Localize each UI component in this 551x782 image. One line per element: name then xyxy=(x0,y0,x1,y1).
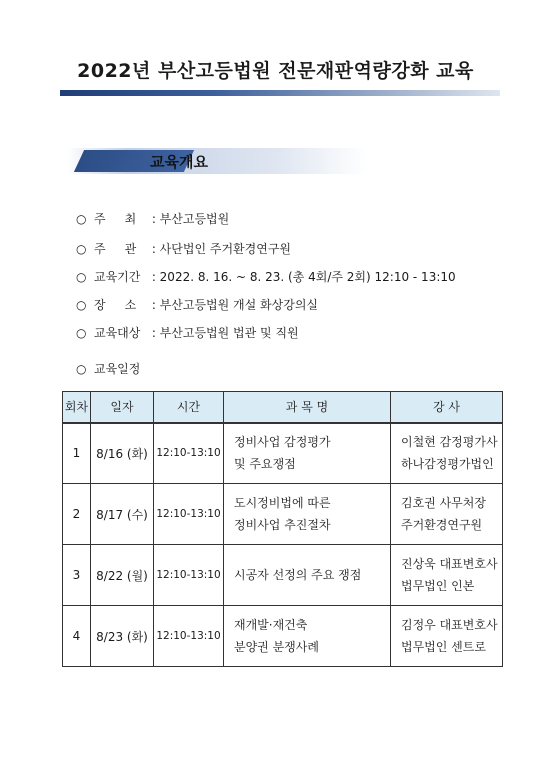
info-label: 주 관 xyxy=(94,242,137,256)
cell-session: 3 xyxy=(63,545,91,606)
info-period: ○ 교육기간 : 2022. 8. 16. ~ 8. 23. (총 4회/주 2회) 12:10 - 13:10 xyxy=(76,270,456,284)
instructor-affiliation: 법무법인 인본 xyxy=(401,579,475,593)
info-label: 교육기간 xyxy=(94,270,141,284)
cell-time: 12:10-13:10 xyxy=(154,423,224,484)
subject-line: 도시정비법에 따른 xyxy=(234,496,331,510)
schedule-label: 교육일정 xyxy=(94,362,141,376)
table-header-row xyxy=(63,392,503,423)
info-audience: ○ 교육대상 : 부산고등법원 법관 및 직원 xyxy=(76,326,299,340)
instructor-name: 이철현 감정평가사 xyxy=(401,435,498,450)
document-title: 2022년 부산고등법원 전문재판역량강화 교육 xyxy=(77,60,474,82)
cell-instructor xyxy=(391,484,503,545)
table-row xyxy=(63,545,503,606)
subject-line: 정비사업 감정평가 xyxy=(234,435,331,450)
cell-date: 8/23 (화) xyxy=(91,606,154,667)
schedule-heading xyxy=(76,360,140,377)
info-label: 주 최 xyxy=(94,212,137,226)
cell-time: 12:10-13:10 xyxy=(154,484,224,545)
section-header xyxy=(67,148,367,174)
instructor-name: 김호권 사무처장 xyxy=(401,496,486,510)
cell-subject xyxy=(224,545,391,606)
cell-instructor xyxy=(391,545,503,606)
cell-date: 8/16 (화) xyxy=(91,423,154,484)
info-host: ○ 주 최 : 부산고등법원 xyxy=(76,212,230,226)
cell-date: 8/22 (월) xyxy=(91,545,154,606)
table-row xyxy=(63,606,503,667)
bullet-icon: ○ xyxy=(76,326,87,340)
subject-line: 및 주요쟁점 xyxy=(234,457,296,472)
cell-date: 8/17 (수) xyxy=(91,484,154,545)
bullet-icon: ○ xyxy=(76,242,87,256)
header-instructor: 강 사 xyxy=(391,392,503,423)
bullet-icon: ○ xyxy=(76,270,87,284)
info-value: 2022. 8. 16. ~ 8. 23. (총 4회/주 2회) 12:10 - 13:10 xyxy=(159,270,456,284)
bullet-icon: ○ xyxy=(76,212,87,226)
cell-session: 1 xyxy=(63,423,91,484)
info-label: 교육대상 xyxy=(94,326,141,340)
subject-line: 시공자 선정의 주요 쟁점 xyxy=(234,568,362,582)
instructor-name: 진상욱 대표변호사 xyxy=(401,557,498,571)
title-underline xyxy=(60,90,500,96)
cell-subject xyxy=(224,423,391,484)
info-label: 장 소 xyxy=(94,298,137,312)
header-session: 회차 xyxy=(63,392,91,423)
subject-line: 재개발·재건축 xyxy=(234,618,308,632)
instructor-affiliation: 하나감정평가법인 xyxy=(401,457,494,472)
subject-line: 분양권 분쟁사례 xyxy=(234,640,319,654)
header-date: 일자 xyxy=(91,392,154,423)
cell-session: 4 xyxy=(63,606,91,667)
table-row xyxy=(63,423,503,484)
section-title: 교육개요 xyxy=(150,153,208,171)
table-row xyxy=(63,484,503,545)
info-value: 부산고등법원 xyxy=(159,212,230,226)
cell-time: 12:10-13:10 xyxy=(154,545,224,606)
cell-instructor xyxy=(391,606,503,667)
bullet-icon: ○ xyxy=(76,298,87,312)
subject-line: 정비사업 추진절차 xyxy=(234,518,331,532)
instructor-affiliation: 주거환경연구원 xyxy=(401,518,483,532)
info-value: 부산고등법원 개설 화상강의실 xyxy=(159,298,318,312)
cell-instructor xyxy=(391,423,503,484)
schedule-table xyxy=(62,391,503,667)
info-value: 부산고등법원 법관 및 직원 xyxy=(159,326,299,340)
info-organizer: ○ 주 관 : 사단법인 주거환경연구원 xyxy=(76,242,291,256)
info-venue: ○ 장 소 : 부산고등법원 개설 화상강의실 xyxy=(76,298,318,312)
header-time: 시간 xyxy=(154,392,224,423)
header-subject: 과 목 명 xyxy=(224,392,391,423)
cell-time: 12:10-13:10 xyxy=(154,606,224,667)
cell-subject xyxy=(224,484,391,545)
instructor-name: 김정우 대표변호사 xyxy=(401,618,498,632)
instructor-affiliation: 법무법인 센트로 xyxy=(401,640,486,654)
bullet-icon: ○ xyxy=(76,362,87,376)
cell-session: 2 xyxy=(63,484,91,545)
info-value: 사단법인 주거환경연구원 xyxy=(159,242,291,256)
cell-subject xyxy=(224,606,391,667)
